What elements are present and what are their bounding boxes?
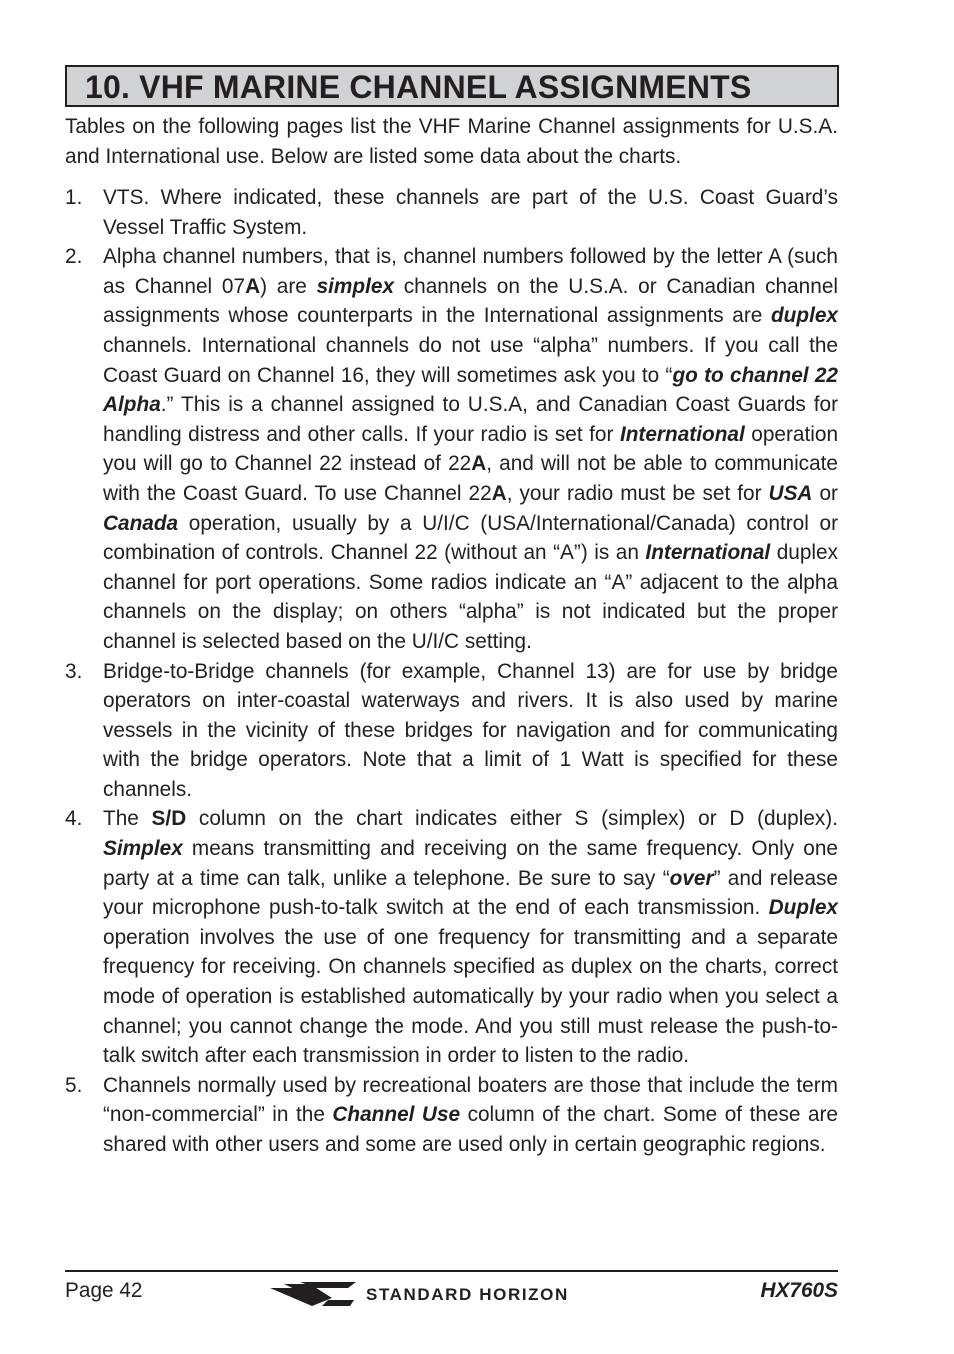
list-item-text: duplex bbox=[770, 304, 838, 328]
list-item bbox=[65, 657, 838, 805]
list-item-text: column of the chart. Some of these are shared with other users and some are used only in certain geographic regions. bbox=[103, 1103, 839, 1156]
section-title: 10. VHF MARINE CHANNEL ASSIGNMENTS bbox=[85, 69, 752, 105]
brand-logo bbox=[270, 1280, 635, 1308]
numbered-list bbox=[65, 183, 838, 1160]
list-item-text: Duplex bbox=[768, 896, 838, 920]
footer-rule bbox=[65, 1270, 838, 1272]
list-item-text: Simplex bbox=[103, 837, 183, 861]
list-item bbox=[65, 804, 838, 1070]
list-item-text: A bbox=[491, 481, 507, 505]
list-item-text: USA bbox=[768, 481, 813, 505]
list-item-text: means transmitting and receiving on the same frequency. Only one party at a time can talk, unlike a telephone. Be sure to say “ bbox=[103, 837, 838, 890]
page-number: Page 42 bbox=[65, 1279, 143, 1302]
list-item-text: column on the chart indicates either S (simplex) or D (duplex). bbox=[186, 807, 838, 831]
list-item-text: A bbox=[245, 274, 261, 298]
list-item-text: , and will not be able to communicate with the Coast Guard. To use Channel 22 bbox=[103, 452, 838, 505]
list-item-text: or bbox=[812, 481, 838, 505]
list-item-text: go to channel 22 Alpha bbox=[103, 363, 838, 417]
list-item-text: operation you will go to Channel 22 instead of 22 bbox=[103, 422, 839, 476]
list-item-text: Channels normally used by recreational boaters are those that include the term “non-commercial” in the bbox=[103, 1073, 838, 1127]
list-item-text: channels. International channels do not use “alpha” numbers. If you call the Coast Guard on Channel 16, they will sometimes ask you to “ bbox=[103, 333, 838, 387]
list-item-text: Bridge-to-Bridge channels (for example, Channel 13) are for use by bridge operators on inter-coastal waterways and rivers. It is also used by marine vessels in the vicinity of these bridges for navigation and for communicating with the bridge operators. Note that a limit of 1 Watt is specified for these channels. bbox=[103, 659, 838, 801]
list-item-text: ” and release your microphone push-to-talk switch at the end of each transmission. bbox=[103, 866, 839, 920]
list-item-text: simplex bbox=[316, 274, 395, 298]
list-item-text: International bbox=[645, 541, 771, 565]
list-item-number: 1. bbox=[65, 186, 83, 209]
list-item-text: S/D bbox=[151, 807, 187, 831]
list-item-text: operation, usually by a U/I/C (USA/International/Canada) control or combination of controls. Channel 22 (without an “A”) is an bbox=[103, 511, 838, 565]
list-item-text: duplex channel for port operations. Some radios indicate an “A” adjacent to the alpha channels on the display; on others “alpha” is not indicated but the proper channel is selected based on the U/I/C setting. bbox=[103, 541, 839, 653]
intro-paragraph: Tables on the following pages list the VHF Marine Channel assignments for U.S.A. and International use. Below are listed some data about the charts. bbox=[65, 115, 838, 168]
model-name: HX760S bbox=[760, 1279, 838, 1302]
list-item-text: A bbox=[471, 452, 487, 476]
section-title-box bbox=[65, 65, 839, 107]
list-item-number: 5. bbox=[65, 1073, 83, 1097]
list-item-text: Alpha channel numbers, that is, channel numbers followed by the letter A (such as Channel 07 bbox=[103, 245, 838, 298]
list-item-text: Channel Use bbox=[332, 1103, 461, 1127]
list-item bbox=[65, 242, 838, 656]
list-item-text: channels on the U.S.A. or Canadian channel assignments whose counterparts in the International assignments are bbox=[103, 274, 839, 328]
brand-name: STANDARD HORIZON bbox=[366, 1285, 569, 1304]
list-item-text: ) are bbox=[260, 274, 317, 298]
list-item-number: 3. bbox=[65, 659, 83, 683]
list-item-text: International bbox=[619, 422, 745, 446]
brand-logo-mark-icon bbox=[270, 1280, 360, 1308]
list-item bbox=[65, 1071, 838, 1160]
list-item bbox=[65, 183, 838, 242]
list-item-number: 4. bbox=[65, 807, 83, 831]
list-item-text: VTS. Where indicated, these channels are part of the U.S. Coast Guard’s Vessel Traffic System. bbox=[103, 186, 838, 239]
list-item-text: , your radio must be set for bbox=[506, 481, 769, 505]
list-item-text: Canada bbox=[103, 511, 179, 535]
list-item-text: operation involves the use of one frequency for transmitting and a separate frequency for receiving. On channels specified as duplex on the charts, correct mode of operation is established automatically by your radio when you select a channel; you cannot change the mode. And you still must release the push-to-talk switch after each transmission in order to listen to the radio. bbox=[103, 925, 838, 1068]
list-item-number: 2. bbox=[65, 245, 83, 269]
list-item-text: over bbox=[669, 866, 714, 890]
list-item-text: .” This is a channel assigned to U.S.A, and Canadian Coast Guards for handling distress and other calls. If your radio is set for bbox=[103, 393, 838, 446]
list-item-text: The bbox=[103, 807, 152, 831]
